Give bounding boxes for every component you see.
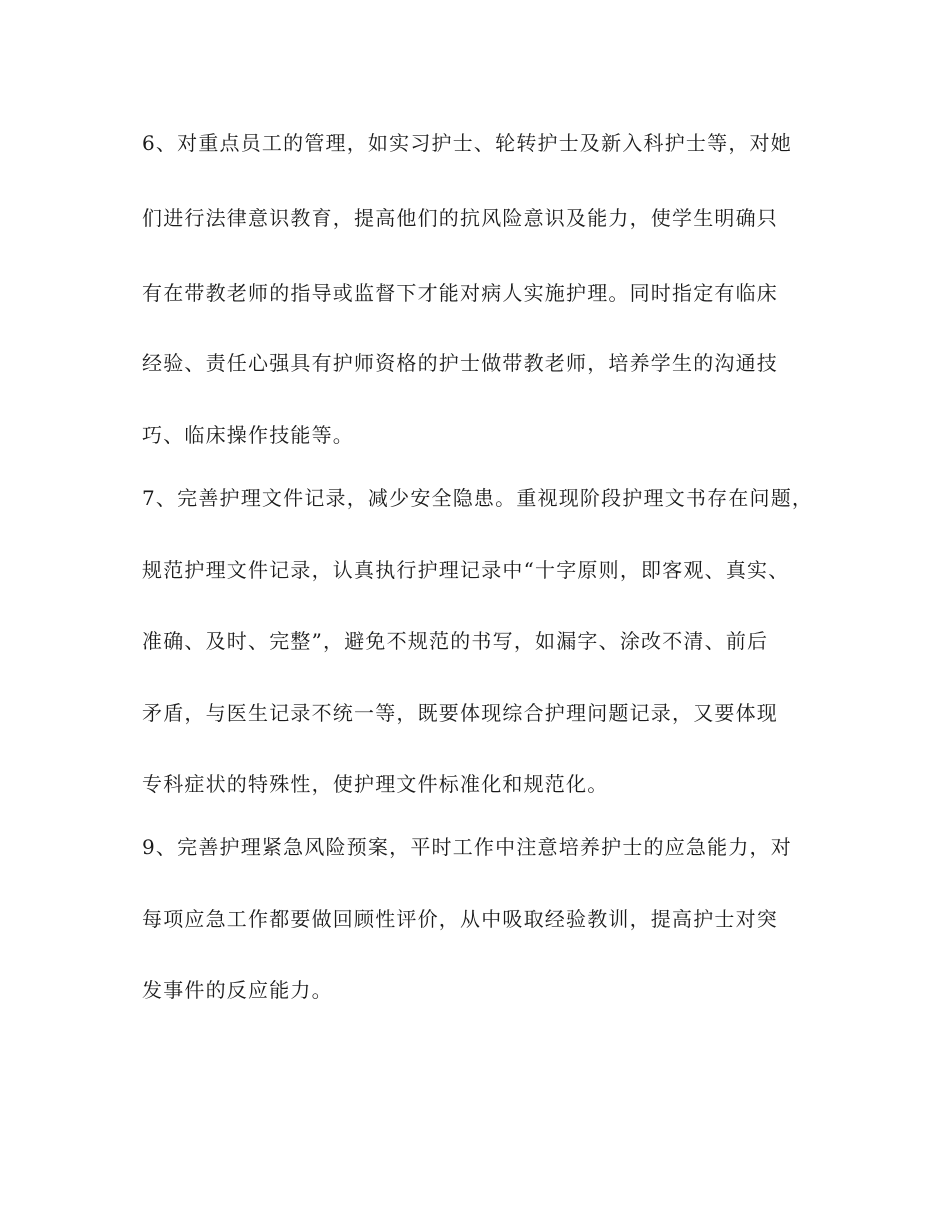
paragraph-6-line-2: 们进行法律意识教育，提高他们的抗风险意识及能力，使学生明确只 bbox=[142, 206, 778, 230]
paragraph-7-line-2: 规范护理文件记录，认真执行护理记录中“十字原则，即客观、真实、 bbox=[142, 558, 790, 582]
paragraph-9-line-3: 发事件的反应能力。 bbox=[142, 978, 333, 1002]
paragraph-7-line-1: 7、完善护理文件记录，减少安全隐患。重视现阶段护理文书存在问题， bbox=[142, 486, 814, 510]
paragraph-7-line-5: 专科症状的特殊性，使护理文件标准化和规范化。 bbox=[142, 772, 609, 796]
paragraph-6-line-5: 巧、临床操作技能等。 bbox=[142, 423, 354, 447]
paragraph-9-line-1: 9、完善护理紧急风险预案，平时工作中注意培养护士的应急能力，对 bbox=[142, 835, 792, 859]
paragraph-7-line-4: 矛盾，与医生记录不统一等，既要体现综合护理问题记录，又要体现 bbox=[142, 701, 778, 725]
paragraph-7-line-3: 准确、及时、完整”，避免不规范的书写，如漏字、涂改不清、前后 bbox=[142, 629, 769, 653]
paragraph-6-line-3: 有在带教老师的指导或监督下才能对病人实施护理。同时指定有临床 bbox=[142, 281, 778, 305]
paragraph-6-line-4: 经验、责任心强具有护师资格的护士做带教老师，培养学生的沟通技 bbox=[142, 351, 778, 375]
paragraph-9-line-2: 每项应急工作都要做回顾性评价，从中吸取经验教训，提高护士对突 bbox=[142, 907, 778, 931]
paragraph-6-line-1: 6、对重点员工的管理，如实习护士、轮转护士及新入科护士等，对她 bbox=[142, 131, 792, 155]
